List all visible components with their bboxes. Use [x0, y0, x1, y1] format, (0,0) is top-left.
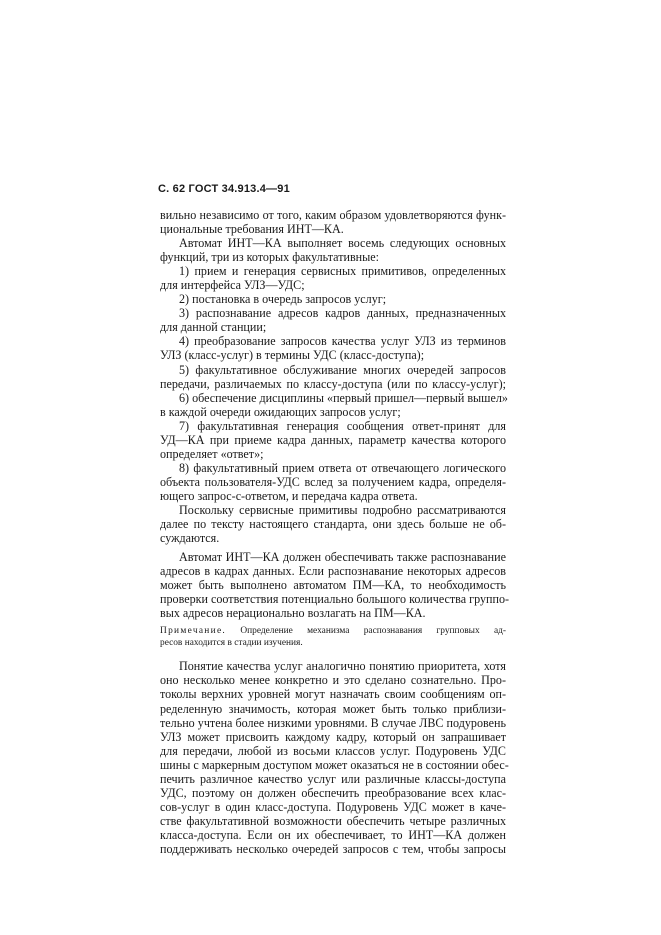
text-line: в каждой очереди ожидающих запросов услуг; [160, 404, 401, 419]
list-item [160, 419, 506, 461]
text-line: 6) обеспечение дисциплины «первый пришел—первый вышел» [179, 390, 508, 405]
text-line: вых адресов нерационально возлагать на ПМ—КА. [160, 606, 426, 621]
text-line: адресов в кадрах данных. Если распознавание некоторых адресов [160, 564, 506, 579]
text-line: 7) факультативная генерация сообщения ответ-принят для [179, 418, 506, 433]
paragraph-5 [160, 659, 509, 856]
text-line: 5) факультативное обслуживание многих очередей запросов [179, 362, 506, 377]
text-line: 4) преобразование запросов качества услуг УЛЗ из терминов [179, 334, 506, 349]
text-line: токолы верхних уровней могут назначать своим сообщениям оп- [160, 687, 506, 702]
paragraph-4 [160, 550, 510, 621]
text-line: передачи, различаемых по классу-доступа (или по классу-услуг); [160, 376, 506, 391]
text-line: шины с маркерным доступом может оказаться не в состоянии обес- [160, 757, 509, 772]
text-line: функций, три из которых факультативные: [160, 250, 379, 265]
text-line: вильно независимо от того, каким образом удовлетворяются функ- [160, 208, 506, 222]
text-line: Автомат ИНТ—КА должен обеспечивать также распознавание [179, 550, 506, 565]
function-list [160, 264, 506, 503]
text-line: может быть выполнено автоматом ПМ—КА, то необходимость [160, 578, 506, 593]
list-item [160, 363, 506, 391]
list-item [160, 461, 506, 503]
note [160, 625, 506, 649]
text-line: 3) распознавание адресов кадров данных, предназначенных [179, 306, 506, 321]
text-line: суждаются. [160, 531, 220, 546]
list-item [160, 391, 506, 419]
text-line: стве факультативной возможности обеспечить четыре различных [160, 813, 506, 828]
list-item [160, 306, 506, 334]
text-line: УД—КА при приеме кадра данных, параметр качества которого [160, 432, 506, 447]
document-body [160, 208, 510, 856]
text-line: УДС, поэтому он должен обеспечить преобразование всех клас- [160, 785, 506, 800]
note-text: Определение механизма распознавания групповых ад- [240, 626, 507, 637]
text-line: объекта пользователя-УДС вслед за получением кадра, определя- [160, 474, 506, 489]
text-line: класса-доступа. Если он их обеспечивает, то ИНТ—КА должен [160, 827, 506, 842]
text-line: 1) прием и генерация сервисных примитивов, определенных [179, 264, 506, 279]
text-line: 2) постановка в очередь запросов услуг; [179, 292, 387, 307]
note-line [160, 625, 506, 637]
note-line: ресов находится в стадии изучения. [160, 638, 303, 649]
text-line: поддерживать несколько очередей запросов с тем, чтобы запросы [160, 841, 506, 856]
text-line: Автомат ИНТ—КА выполняет восемь следующих основных [179, 236, 506, 251]
text-line: тельно учтена более низкими уровнями. В случае ЛВС подуровень [160, 715, 506, 730]
text-line: 8) факультативный прием ответа от отвечающего логического [179, 460, 506, 475]
text-line: далее по тексту настоящего стандарта, они здесь больше не об- [160, 517, 506, 532]
text-line: УЛЗ (класс-услуг) в термины УДС (класс-доступа); [160, 348, 425, 363]
text-line: для данной станции; [160, 320, 267, 335]
paragraph-2 [160, 236, 506, 264]
paragraph-3 [160, 503, 506, 545]
text-line: для интерфейса УЛЗ—УДС; [160, 278, 305, 293]
text-line: определяет «ответ»; [160, 446, 264, 461]
text-line: проверки соответствия потенциально большого количества группо- [160, 592, 510, 607]
paragraph-1 [160, 208, 506, 236]
text-line: для передачи, любой из восьми классов услуг. Подуровень УДС [160, 743, 506, 758]
text-line: ющего запрос-с-ответом, и передача кадра ответа. [160, 488, 418, 503]
text-line: Поскольку сервисные примитивы подробно рассматриваются [179, 502, 506, 517]
page-header: С. 62 ГОСТ 34.913.4—91 [158, 183, 290, 195]
text-line: УЛЗ может присвоить каждому кадру, который он запрашивает [160, 729, 506, 744]
list-item [160, 334, 506, 362]
text-line: печить различное качество услуг или различные классы-доступа [160, 771, 506, 786]
text-line: ределенную значимость, которая может быть только приблизи- [160, 701, 506, 716]
text-line: оно несколько менее конкретно и это сделано сознательно. Про- [160, 673, 506, 688]
text-line: Понятие качества услуг аналогично понятию приоритета, хотя [179, 659, 506, 674]
text-line: сов-услуг в один класс-доступа. Подуровень УДС может в каче- [160, 799, 506, 814]
text-line: циональные требования ИНТ—КА. [160, 222, 344, 237]
note-label: Примечание. [160, 626, 227, 637]
list-item [160, 264, 506, 292]
list-item [160, 292, 506, 306]
